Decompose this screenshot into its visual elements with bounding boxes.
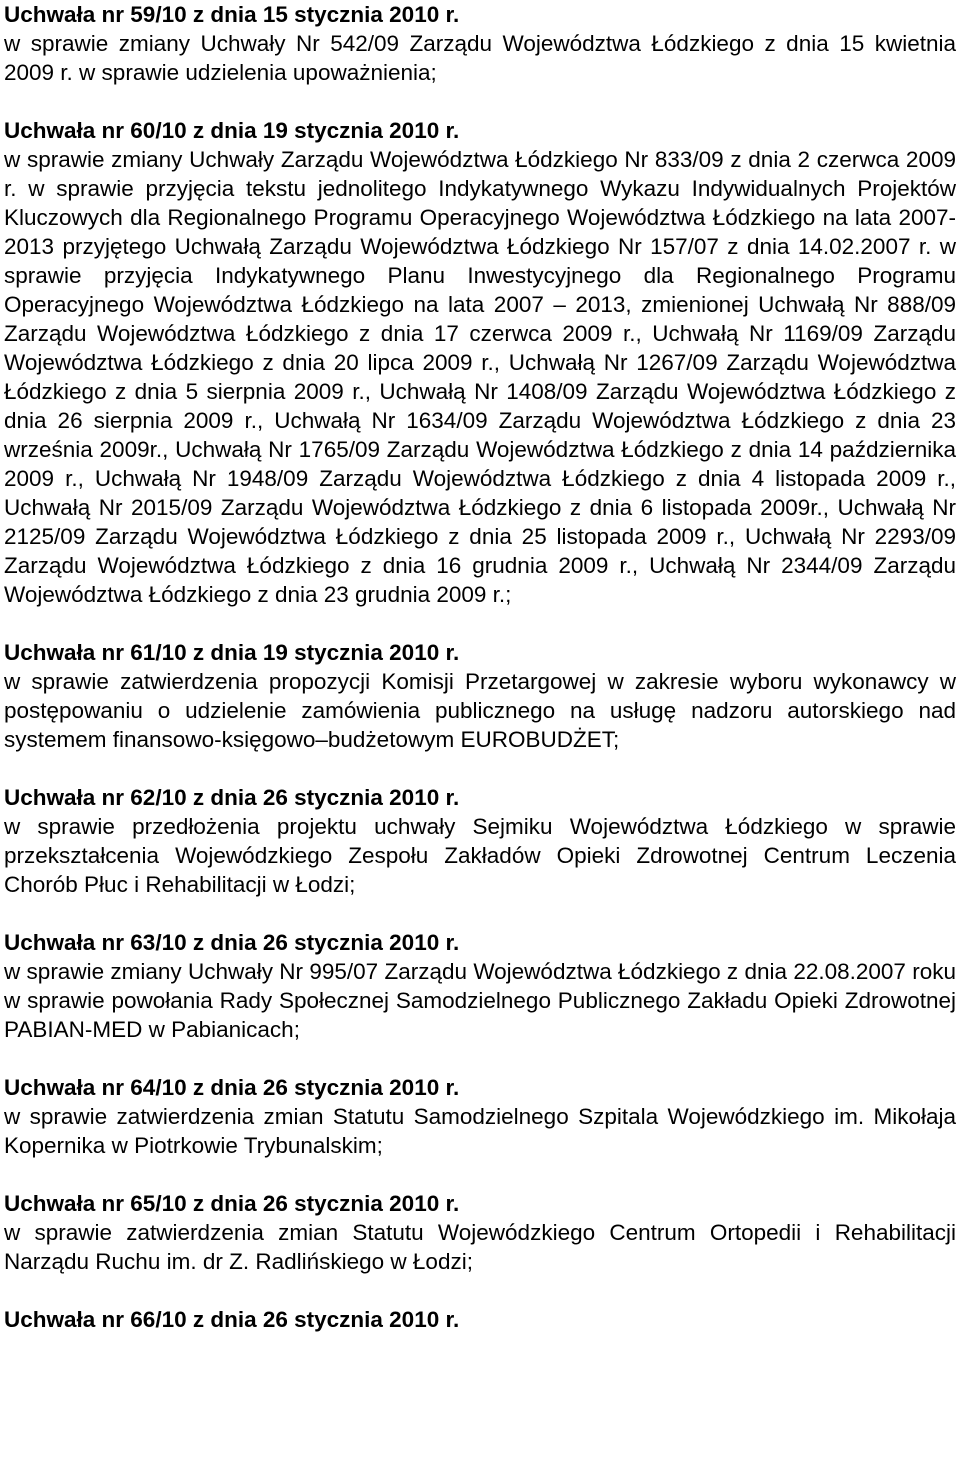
resolution-title: Uchwała nr 61/10 z dnia 19 stycznia 2010 r.: [4, 640, 460, 665]
resolution-title: Uchwała nr 60/10 z dnia 19 stycznia 2010 r.: [4, 118, 460, 143]
resolution-title: Uchwała nr 59/10 z dnia 15 stycznia 2010 r.: [4, 2, 460, 27]
resolution-body: w sprawie zmiany Uchwały Nr 542/09 Zarządu Województwa Łódzkiego z dnia 15 kwietnia 2009 r. w sprawie udzielenia upoważnienia;: [4, 31, 956, 85]
resolution-body: w sprawie zatwierdzenia zmian Statutu Wojewódzkiego Centrum Ortopedii i Rehabilitacji Narządu Ruchu im. dr Z. Radlińskiego w Łodzi;: [4, 1220, 956, 1274]
resolution-title: Uchwała nr 62/10 z dnia 26 stycznia 2010 r.: [4, 785, 460, 810]
resolution-65: [4, 1189, 956, 1276]
resolution-61: [4, 638, 956, 754]
resolution-64: [4, 1073, 956, 1160]
resolution-title: Uchwała nr 66/10 z dnia 26 stycznia 2010 r.: [4, 1307, 460, 1332]
resolution-66: [4, 1305, 956, 1334]
resolution-60: [4, 116, 956, 609]
resolution-body: w sprawie zatwierdzenia propozycji Komisji Przetargowej w zakresie wyboru wykonawcy w postępowaniu o udzielenie zamówienia publicznego na usługę nadzoru autorskiego nad systemem finansowo-księgowo–budżetowym EUROBUDŻET;: [4, 669, 956, 752]
resolution-63: [4, 928, 956, 1044]
resolution-title: Uchwała nr 65/10 z dnia 26 stycznia 2010 r.: [4, 1191, 460, 1216]
resolution-title: Uchwała nr 63/10 z dnia 26 stycznia 2010 r.: [4, 930, 460, 955]
resolution-62: [4, 783, 956, 899]
resolution-59: [4, 0, 956, 87]
resolution-body: w sprawie zatwierdzenia zmian Statutu Samodzielnego Szpitala Wojewódzkiego im. Mikołaja Kopernika w Piotrkowie Trybunalskim;: [4, 1104, 956, 1158]
resolution-body: w sprawie zmiany Uchwały Nr 995/07 Zarządu Województwa Łódzkiego z dnia 22.08.2007 roku w sprawie powołania Rady Społecznej Samodzielnego Publicznego Zakładu Opieki Zdrowotnej PABIAN-MED w Pabianicach;: [4, 959, 956, 1042]
resolution-body: w sprawie zmiany Uchwały Zarządu Województwa Łódzkiego Nr 833/09 z dnia 2 czerwca 2009 r. w sprawie przyjęcia tekstu jednolitego Indykatywnego Wykazu Indywidualnych Projektów Kluczowych dla Regionalnego Programu Operacyjnego Województwa Łódzkiego na lata 2007-2013 przyjętego Uchwałą Zarządu Województwa Łódzkiego Nr 157/07 z dnia 14.02.2007 r. w sprawie przyjęcia Indykatywnego Planu Inwestycyjnego dla Regionalnego Programu Operacyjnego Województwa Łódzkiego na lata 2007 – 2013, zmienionej Uchwałą Nr 888/09 Zarządu Województwa Łódzkiego z dnia 17 czerwca 2009 r., Uchwałą Nr 1169/09 Zarządu Województwa Łódzkiego z dnia 20 lipca 2009 r., Uchwałą Nr 1267/09 Zarządu Województwa Łódzkiego z dnia 5 sierpnia 2009 r., Uchwałą Nr 1408/09 Zarządu Województwa Łódzkiego z dnia 26 sierpnia 2009 r., Uchwałą Nr 1634/09 Zarządu Województwa Łódzkiego z dnia 23 września 2009r., Uchwałą Nr 1765/09 Zarządu Województwa Łódzkiego z dnia 14 października 2009 r., Uchwałą Nr 1948/09 Zarządu Województwa Łódzkiego z dnia 4 listopada 2009 r., Uchwałą Nr 2015/09 Zarządu Województwa Łódzkiego z dnia 6 listopada 2009r., Uchwałą Nr 2125/09 Zarządu Województwa Łódzkiego z dnia 25 listopada 2009 r., Uchwałą Nr 2293/09 Zarządu Województwa Łódzkiego z dnia 16 grudnia 2009 r., Uchwałą Nr 2344/09 Zarządu Województwa Łódzkiego z dnia 23 grudnia 2009 r.;: [4, 147, 956, 607]
resolution-title: Uchwała nr 64/10 z dnia 26 stycznia 2010 r.: [4, 1075, 460, 1100]
document-page: [4, 0, 956, 1363]
resolution-body: w sprawie przedłożenia projektu uchwały Sejmiku Województwa Łódzkiego w sprawie przekształcenia Wojewódzkiego Zespołu Zakładów Opieki Zdrowotnej Centrum Leczenia Chorób Płuc i Rehabilitacji w Łodzi;: [4, 814, 956, 897]
